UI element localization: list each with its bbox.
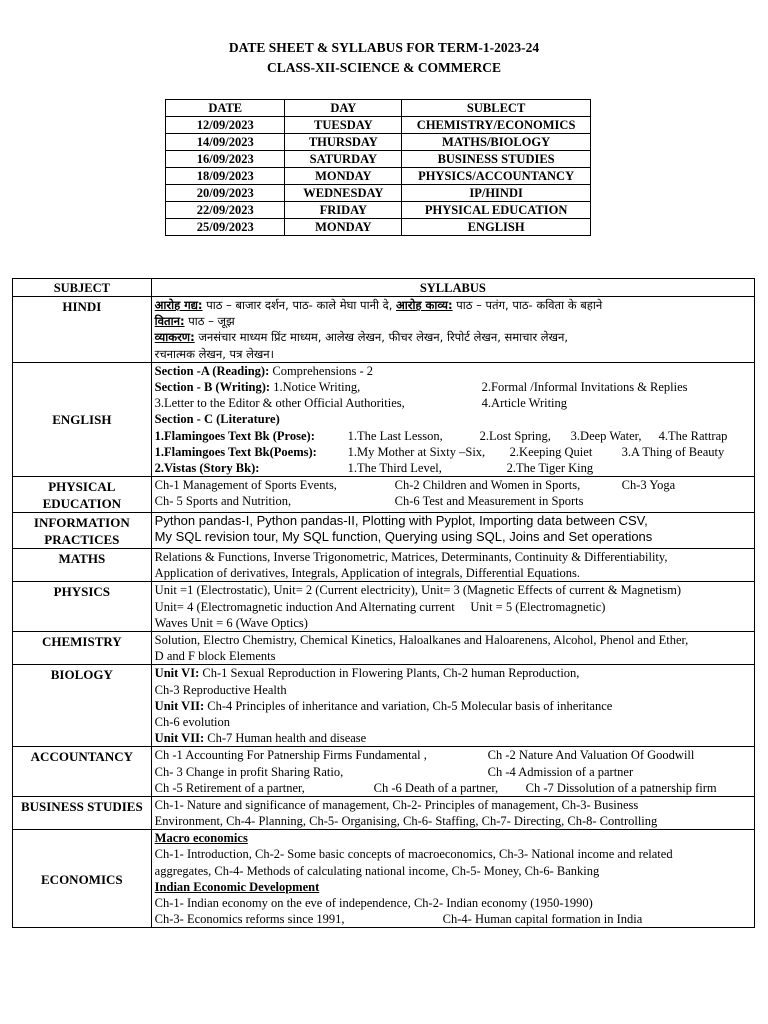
syllabus-text: 2.Lost Spring, [479, 428, 551, 443]
syllabus-content [151, 477, 754, 513]
syllabus-content [151, 362, 754, 476]
syllabus-content [151, 297, 754, 363]
syllabus-line [155, 493, 751, 509]
section-label: Macro economics [154, 831, 248, 846]
syllabus-text: पाठ – जूझ [184, 314, 235, 329]
syllabus-line [155, 747, 751, 763]
syllabus-row-physical-education [13, 477, 755, 513]
column-header-subject: SUBJECT [13, 279, 152, 297]
exam-date: 18/09/2023 [166, 168, 285, 185]
syllabus-text: पाठ – पतंग, पाठ- कविता के बहाने [452, 298, 603, 312]
syllabus-text: 1.The Third Level, [347, 460, 442, 475]
exam-subject: BUSINESS STUDIES [402, 151, 591, 168]
syllabus-text: 1.Notice Writing, [270, 379, 361, 394]
syllabus-row-physics [13, 582, 755, 632]
column-header-date: DATE [166, 100, 285, 117]
syllabus-text: Ch- 3 Change in profit Sharing Ratio, [154, 764, 344, 779]
syllabus-line [155, 363, 751, 379]
subject-name: ACCOUNTANCY [13, 747, 152, 797]
syllabus-line: Unit =1 (Electrostatic), Unit= 2 (Current electricity), Unit= 3 (Magnetic Effects of current & Magnetism) [154, 583, 681, 598]
syllabus-text: Ch -7 Dissolution of a patnership firm [525, 780, 717, 795]
subject-name: CHEMISTRY [13, 632, 152, 665]
exam-date: 14/09/2023 [166, 134, 285, 151]
exam-subject: CHEMISTRY/ECONOMICS [402, 117, 591, 134]
syllabus-text: Ch -1 Accounting For Patnership Firms Fundamental , [154, 748, 427, 763]
exam-date: 25/09/2023 [166, 219, 285, 236]
exam-subject: PHYSICS/ACCOUNTANCY [402, 168, 591, 185]
subject-name: ENGLISH [13, 362, 152, 476]
syllabus-content [151, 665, 754, 747]
syllabus-line: Ch-6 evolution [154, 714, 231, 729]
section-label: आरोह काव्य: [396, 298, 453, 312]
syllabus-text: Ch -5 Retirement of a partner, [154, 780, 305, 795]
syllabus-text: 3.Deep Water, [570, 428, 642, 443]
table-row [166, 151, 591, 168]
syllabus-line: Solution, Electro Chemistry, Chemical Kinetics, Haloalkanes and Haloarenens, Alcohol, Phenol and Ether, [154, 633, 689, 647]
syllabus-text: Ch- 5 Sports and Nutrition, [154, 494, 292, 509]
syllabus-line: Environment, Ch-4- Planning, Ch-5- Organising, Ch-6- Staffing, Ch-7- Directing, Ch-8- Controlling [154, 814, 658, 829]
document-title: DATE SHEET & SYLLABUS FOR TERM-1-2023-24 [228, 40, 540, 55]
syllabus-text: Ch -4 Admission of a partner [487, 764, 634, 779]
syllabus-text: 1.The Last Lesson, [347, 428, 443, 443]
syllabus-line [155, 460, 751, 476]
table-row [166, 168, 591, 185]
section-label: Section - B (Writing): [154, 379, 271, 394]
syllabus-line [155, 477, 751, 493]
syllabus-text: Ch-1 Sexual Reproduction in Flowering Plants, Ch-2 human Reproduction, [199, 666, 580, 681]
subject-name: INFORMATION PRACTICES [13, 513, 152, 549]
syllabus-text: रचनात्मक लेखन, पत्र लेखन। [154, 346, 275, 361]
syllabus-content [151, 513, 754, 549]
syllabus-line [155, 830, 751, 846]
syllabus-line: Unit= 4 (Electromagnetic induction And Alternating current Unit = 5 (Electromagnetic) [154, 599, 606, 614]
syllabus-row-accountancy [13, 747, 755, 797]
table-row [166, 134, 591, 151]
subject-name: MATHS [13, 549, 152, 582]
syllabus-line [155, 395, 751, 411]
exam-day: FRIDAY [285, 202, 402, 219]
exam-subject: ENGLISH [402, 219, 591, 236]
exam-subject: PHYSICAL EDUCATION [402, 202, 591, 219]
syllabus-text: Ch-7 Human health and disease [204, 731, 367, 746]
syllabus-row-hindi [13, 297, 755, 363]
unit-label: Unit VII: [154, 698, 205, 713]
table-row [166, 185, 591, 202]
section-label: आरोह गद्य: [154, 298, 203, 312]
syllabus-line: aggregates, Ch-4- Methods of calculating national income, Ch-5- Money, Ch-6- Banking [154, 863, 600, 878]
subject-name: HINDI [13, 297, 152, 363]
syllabus-content [151, 830, 754, 928]
exam-day: MONDAY [285, 219, 402, 236]
syllabus-line [155, 297, 751, 313]
syllabus-line: Ch-1- Nature and significance of management, Ch-2- Principles of management, Ch-3- Business [154, 797, 639, 812]
syllabus-content [151, 747, 754, 797]
syllabus-row-information-practices [13, 513, 755, 549]
syllabus-line [155, 346, 751, 362]
syllabus-line [155, 428, 751, 444]
exam-day: WEDNESDAY [285, 185, 402, 202]
syllabus-line: D and F block Elements [154, 649, 276, 664]
syllabus-line [155, 730, 751, 746]
syllabus-line: Ch-3 Reproductive Health [154, 682, 287, 697]
section-label: 1.Flamingoes Text Bk (Prose): [154, 428, 315, 443]
syllabus-text: Ch-4- Human capital formation in India [442, 912, 643, 927]
syllabus-line: Waves Unit = 6 (Wave Optics) [154, 615, 308, 630]
exam-date: 20/09/2023 [166, 185, 285, 202]
syllabus-content [151, 582, 754, 632]
exam-day: THURSDAY [285, 134, 402, 151]
exam-date: 16/09/2023 [166, 151, 285, 168]
syllabus-line [155, 764, 751, 780]
section-label: Indian Economic Development [154, 879, 320, 894]
syllabus-text: 1.My Mother at Sixty –Six, [347, 444, 486, 459]
column-header-day: DAY [285, 100, 402, 117]
column-header-subject: SUBLECT [402, 100, 591, 117]
syllabus-row-chemistry [13, 632, 755, 665]
syllabus-text: पाठ – बाजार दर्शन, पाठ- काले मेघा पानी दे, [202, 298, 397, 312]
syllabus-text: 3.Letter to the Editor & other Official Authorities, [154, 396, 405, 411]
syllabus-line [155, 665, 751, 681]
syllabus-text: Ch-1 Management of Sports Events, [154, 478, 337, 493]
exam-day: MONDAY [285, 168, 402, 185]
syllabus-line [155, 444, 751, 460]
exam-subject: IP/HINDI [402, 185, 591, 202]
subject-name: BUSINESS STUDIES [13, 796, 152, 829]
syllabus-text: 4.The Rattrap [658, 428, 728, 443]
syllabus-text: Ch-4 Principles of inheritance and variation, Ch-5 Molecular basis of inheritance [204, 698, 613, 713]
section-label: 1.Flamingoes Text Bk(Poems): [154, 444, 317, 459]
syllabus-line [155, 780, 751, 796]
table-row [166, 219, 591, 236]
syllabus-row-english [13, 362, 755, 476]
section-label: Section -A (Reading): [154, 363, 270, 378]
unit-label: Unit VII: [154, 731, 205, 746]
syllabus-text: Ch -6 Death of a partner, [373, 780, 499, 795]
section-label: व्याकरण: [154, 330, 195, 345]
date-sheet-table [165, 99, 591, 236]
subject-name: ECONOMICS [13, 830, 152, 928]
table-row [166, 117, 591, 134]
section-label: वितान: [154, 314, 185, 329]
exam-day: TUESDAY [285, 117, 402, 134]
subject-name: PHYSICAL EDUCATION [13, 477, 152, 513]
syllabus-text: जनसंचार माध्यम प्रिंट माध्यम, आलेख लेखन, फीचर लेखन, रिपोर्ट लेखन, समाचार लेखन, [194, 330, 569, 345]
syllabus-row-maths [13, 549, 755, 582]
syllabus-content [151, 796, 754, 829]
exam-date: 22/09/2023 [166, 202, 285, 219]
syllabus-line: Relations & Functions, Inverse Trigonometric, Matrices, Determinants, Continuity & Differentiability, [154, 550, 668, 565]
exam-date: 12/09/2023 [166, 117, 285, 134]
subject-name: PHYSICS [13, 582, 152, 632]
syllabus-line: Application of derivatives, Integrals, Application of integrals, Differential Equations. [154, 566, 581, 581]
syllabus-line [155, 329, 751, 345]
syllabus-header-row [13, 279, 755, 297]
syllabus-row-economics [13, 830, 755, 928]
section-label: Section - C (Literature) [154, 412, 280, 427]
syllabus-line [155, 411, 751, 427]
date-sheet-header-row [166, 100, 591, 117]
syllabus-text: 4.Article Writing [481, 396, 568, 411]
document-subtitle: CLASS-XII-SCIENCE & COMMERCE [266, 60, 502, 75]
syllabus-text: Ch-2 Children and Women in Sports, [394, 478, 581, 493]
syllabus-line: Ch-1- Indian economy on the eve of independence, Ch-2- Indian economy (1950-1990) [154, 896, 593, 910]
syllabus-text: Ch-6 Test and Measurement in Sports [394, 494, 584, 509]
syllabus-row-business-studies [13, 796, 755, 829]
syllabus-text: 3.A Thing of Beauty [621, 444, 725, 459]
syllabus-text: Comprehensions - 2 [269, 363, 374, 378]
syllabus-line [155, 313, 751, 329]
subject-name: BIOLOGY [13, 665, 152, 747]
table-row [166, 202, 591, 219]
exam-day: SATURDAY [285, 151, 402, 168]
syllabus-text: 2.The Tiger King [506, 460, 594, 475]
column-header-syllabus: SYLLABUS [151, 279, 754, 297]
syllabus-line [155, 879, 751, 895]
syllabus-content [151, 632, 754, 665]
syllabus-table [12, 278, 755, 928]
syllabus-line [155, 698, 751, 714]
syllabus-text: Ch-3 Yoga [621, 478, 676, 493]
syllabus-line: Python pandas-I, Python pandas-II, Plotting with Pyplot, Importing data between CSV, [154, 513, 648, 529]
syllabus-content [151, 549, 754, 582]
syllabus-row-biology [13, 665, 755, 747]
syllabus-line: Ch-1- Introduction, Ch-2- Some basic concepts of macroeconomics, Ch-3- National income and related [154, 847, 673, 862]
syllabus-text: Ch -2 Nature And Valuation Of Goodwill [487, 748, 695, 763]
unit-label: Unit VI: [154, 666, 200, 681]
section-label: 2.Vistas (Story Bk): [154, 460, 260, 475]
syllabus-text: 2.Formal /Informal Invitations & Replies [481, 379, 688, 394]
syllabus-line: My SQL revision tour, My SQL function, Querying using SQL, Joins and Set operations [154, 529, 653, 545]
exam-subject: MATHS/BIOLOGY [402, 134, 591, 151]
syllabus-line [155, 911, 751, 927]
syllabus-line [155, 379, 751, 395]
syllabus-text: 2.Keeping Quiet [509, 444, 593, 459]
syllabus-text: Ch-3- Economics reforms since 1991, [154, 912, 345, 927]
